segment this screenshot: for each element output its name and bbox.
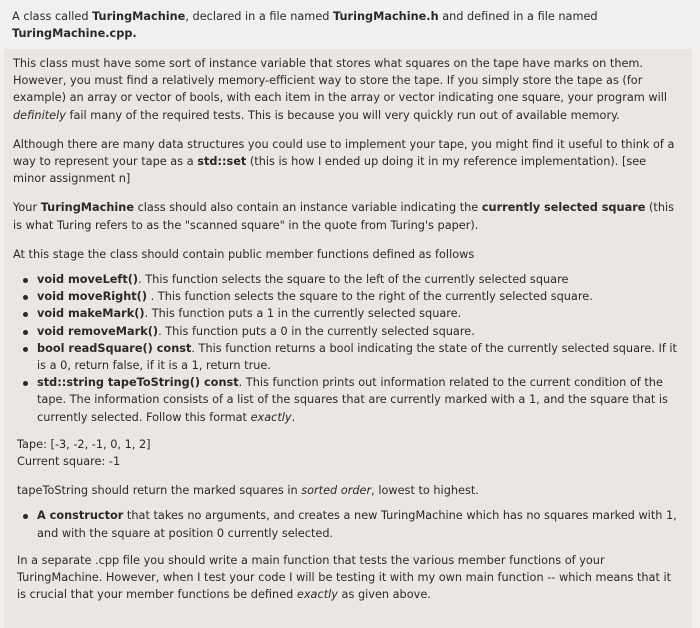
instructions-card: [4, 49, 692, 628]
constructor-description: that takes no arguments, and creates a new TuringMachine which has no squares marked with 1, and with the square at position 0 currently selected.: [37, 509, 677, 540]
constructor-term: A constructor: [37, 509, 124, 523]
sq-text-3: (this is what Turing refers to as the "scanned square" in the quote from Turing's paper).: [13, 201, 675, 232]
member-signature: void removeMark(): [37, 324, 159, 338]
member-item: [13, 305, 681, 322]
memory-emphasis: definitely: [13, 108, 66, 122]
constructor-list: [13, 507, 681, 541]
member-emphasis: exactly: [250, 410, 292, 424]
intro-paragraph: [12, 8, 682, 42]
member-description: . This function puts a 1 in the currently selected square.: [144, 307, 462, 321]
member-signature: void moveRight(): [37, 290, 148, 304]
sorted-text-2: , lowest to highest.: [371, 484, 479, 498]
member-signature: bool readSquare() const: [37, 341, 192, 355]
ds-text-1: Although there are many data structures you could use to implement your tape, you might find it useful to think of a way to represent your tape as a: [13, 137, 675, 169]
intro-text-1: A class called: [12, 10, 93, 23]
bullet-icon: [23, 312, 28, 317]
memory-paragraph: [13, 55, 681, 124]
member-description: . This function puts a 0 in the currently selected square.: [158, 324, 475, 338]
source-file-name: TuringMachine.cpp.: [12, 27, 137, 41]
member-item: [13, 374, 681, 426]
sorted-text-1: tapeToString should return the marked squares in: [17, 484, 302, 498]
std-set-term: std::set: [197, 155, 247, 169]
sq-term: currently selected square: [481, 201, 646, 215]
intro-text-2: , declared in a file named: [185, 10, 334, 23]
intro-text-3: and defined in a file named: [438, 10, 598, 23]
member-signature: void makeMark(): [37, 307, 145, 321]
bullet-icon: [23, 347, 28, 352]
members-intro: At this stage the class should contain public member functions defined as follows: [13, 247, 475, 261]
sorted-emphasis: sorted order: [301, 484, 372, 498]
instructions-content: [13, 55, 681, 615]
main-text-2: as given above.: [337, 588, 431, 602]
sorted-order-paragraph: [17, 482, 681, 499]
member-description: . This function prints out information related to the current condition of the tape. The information consists of a list of the squares that are currently marked with a 1, and the square that is currently selected. Follow this format: [37, 376, 668, 424]
constructor-item: [13, 507, 681, 541]
bullet-icon: [23, 295, 28, 300]
main-text-1: In a separate .cpp file you should write a main function that tests the various member functions of your TuringMachine. However, when I test your code I will be testing it with my own main function -- which means that it is crucial that your member functions be defined: [17, 553, 672, 602]
member-function-list: [13, 271, 681, 426]
main-emphasis: exactly: [296, 588, 338, 602]
member-signature: void moveLeft(): [37, 273, 139, 287]
member-description: . This function selects the square to the right of the currently selected square.: [147, 290, 593, 304]
format-example: [17, 436, 681, 470]
memory-text-2: fail many of the required tests. This is because you will very quickly run out of available memory.: [65, 108, 620, 122]
member-item: [13, 288, 681, 305]
memory-text-1: This class must have some sort of instance variable that stores what squares on the tape have marks on them. However, you must find a relatively memory-efficient way to store the tape. If you simply store the tape as (for example) an array or vector of bools, with each item in the array or vector indicating one square, your program will: [13, 57, 668, 105]
bullet-icon: [23, 330, 28, 335]
data-structure-paragraph: [13, 136, 681, 188]
bullet-icon: [23, 278, 28, 283]
member-item: [13, 323, 681, 340]
member-tail: .: [291, 410, 296, 424]
header-file-name: TuringMachine.h: [333, 10, 439, 23]
class-name: TuringMachine: [92, 10, 186, 23]
bullet-icon: [23, 514, 28, 519]
example-current-square-line: Current square: -1: [17, 455, 121, 469]
main-function-paragraph: [17, 552, 681, 604]
member-item: [13, 340, 681, 374]
member-item: [13, 271, 681, 288]
example-tape-line: Tape: [-3, -2, -1, 0, 1, 2]: [17, 437, 151, 451]
member-description: . This function selects the square to the left of the currently selected square: [138, 273, 569, 287]
bullet-icon: [23, 381, 28, 386]
sq-text-1: Your: [13, 201, 41, 215]
sq-class-name: TuringMachine: [40, 201, 134, 215]
selected-square-paragraph: [13, 199, 681, 233]
ds-text-2: (this is how I ended up doing it in my reference implementation). [see minor assignment n]: [13, 155, 647, 186]
member-signature: std::string tapeToString() const: [37, 376, 239, 390]
sq-text-2: class should also contain an instance variable indicating the: [133, 201, 482, 215]
member-description: . This function returns a bool indicating the state of the currently selected square. If it is a 0, return false, if it is a 1, return true.: [37, 341, 677, 373]
